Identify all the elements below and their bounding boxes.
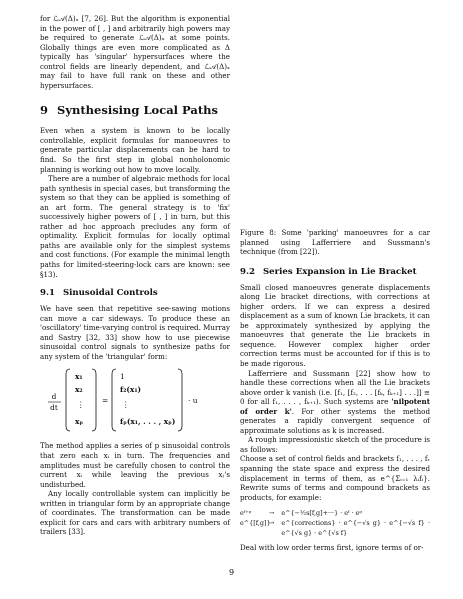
formula-row-2	[240, 518, 430, 538]
page-number: 9	[228, 568, 235, 577]
eq-dot-u: · u	[188, 396, 198, 406]
subsection-number: 9.1	[40, 288, 55, 299]
subsection-title: Series Expansion in Lie Bracket	[262, 266, 417, 277]
eq-vdots-right: ⋮	[122, 400, 130, 410]
formula-1-rhs: e^{−½s[f,g]+···} · eᶠ · eᵍ	[281, 509, 362, 518]
formula-2-arrow: →	[269, 519, 275, 528]
section-paragraph-1: Even when a system is known to be locally controllable, explicit formulas for manoeuvres to generate particular displacements can be hard to find. So the first step in global nonholonomic planning is working out how to move locally.	[40, 126, 230, 174]
eq-d: d	[51, 392, 57, 402]
eq-dt: dt	[50, 403, 58, 413]
eq-one: 1	[120, 372, 125, 382]
series-paragraph-5: Deal with low order terms first, ignore terms of or-	[240, 543, 424, 553]
formula-1-lhs: eᶠ⁺ᵍ	[240, 509, 252, 518]
triangular-form-equation	[40, 365, 230, 435]
series-paragraph-2-end: . For other systems the method generates a rapidly convergent sequence of approximate solutions as k is increased.	[240, 406, 430, 435]
section-number: 9	[40, 103, 49, 118]
intro-paragraph: for ℒ𝒜(Δ)ₓ [7, 26]. But the algorithm is exponential in the power of [ , ] and arbitrarily high powers may be required to generate ℒ𝒜(Δ)ₓ at some points. Globally things are even more complicated as Δ typically has 'singular' hypersurfaces where the control fields are linearly dependent, and ℒ𝒜(Δ)ₓ may fail to have full rank on these and other hypersurfaces.	[40, 14, 230, 90]
section-title: Synthesising Local Paths	[57, 103, 218, 118]
right-column	[240, 14, 430, 553]
subsection-paragraph-1: We have seen that repetitive see-sawing motions can move a car sideways. To produce these an 'oscillatory' time-varying control is required. Murray and Sastry [32, 33] show how to use piecewise sinusoidal control signals to synthesize paths for any system of the 'triangular' form:	[40, 304, 230, 361]
eq-f2: f₂(x₁)	[120, 385, 142, 395]
equation-svg	[40, 365, 230, 435]
eq-fp: fₚ(x₁, . . . , xₚ)	[120, 417, 176, 427]
subsection-title: Sinusoidal Controls	[62, 288, 158, 299]
eq-vdots-left: ⋮	[77, 400, 85, 410]
subsection-heading-9-2	[240, 267, 430, 277]
series-paragraph-1: Small closed manoeuvres generate displacements along Lie bracket directions, with corrections at higher orders. If we can express a desired displacement as a sum of known Lie brackets, it can be approximately synthesized by applying the manoeuvres that generate the Lie brackets in sequence. However complex higher order correction terms must be accounted for if this is to be made rigorous.	[240, 282, 430, 369]
eq-x2: x₂	[75, 385, 83, 395]
nilpotent-term: 'nilpotent of order k'	[240, 397, 430, 416]
subsection-paragraph-2: The method applies a series of p sinusoidal controls that zero each xᵢ in turn. The frequencies and amplitudes must be carefully chosen to control the current xᵢ while leaving the previous xⱼ's undisturbed.	[40, 441, 230, 489]
series-paragraph-4: Choose a set of control fields and brackets f₁, . . . , fᵣ spanning the state space and express the desired displacement in terms of them, as e^{Σᵢ₌₁ λᵢfᵢ}. Rewrite sums of terms and compound brackets as products, for example:	[240, 454, 430, 502]
eq-xp: xₚ	[75, 417, 84, 427]
formula-2-rhs: e^{corrections} · e^{−√s g} · e^{−√s f} · e^{√s g} · e^{√s f}	[281, 519, 430, 538]
subsection-paragraph-3: Any locally controllable system can implicitly be written in triangular form by an appropriate change of coordinates. The transformation can be made explicit for cars and cars with arbitrary numbers of trailers [33].	[40, 489, 230, 537]
series-paragraph-2	[240, 369, 430, 436]
formula-1-arrow: →	[269, 509, 275, 518]
eq-x1: x₁	[75, 372, 83, 382]
series-paragraph-2-text: Lafferriere and Sussmann [22] show how to handle these corrections when all the Lie brackets above order k vanish (i.e. [f₁, [f₂, . . . [fₖ, fₖ₊₁] . . .]] ≡ 0 for all f₁, . . . , fₖ₊₁). Such systems are	[240, 368, 430, 407]
figure-caption: Figure 8: Some 'parking' manoeuvres for a car planned using Lafferriere and Sussmann's technique (from [22]).	[240, 228, 430, 257]
formula-row-1	[240, 508, 430, 518]
series-paragraph-3: A rough impressionistic sketch of the procedure is as follows:	[240, 435, 430, 454]
eq-equals: =	[102, 396, 109, 406]
formula-2-lhs: e^{[f,g]}	[240, 519, 271, 528]
section-paragraph-2: There are a number of algebraic methods for local path synthesis in special cases, but transforming the system so that they can be applied is something of an art form. The general strategy is to 'fix' successively higher powers of [ , ] in turn, but this rather ad hoc approach precludes any form of optimality. Explicit formulas for locally optimal paths are available only for the simplest systems and cost functions. (For example the minimal length paths for limited-steering-lock cars are known: see §13).	[40, 174, 230, 279]
subsection-number: 9.2	[240, 266, 255, 277]
section-heading	[40, 104, 230, 117]
product-formulas	[240, 508, 430, 538]
left-column	[40, 14, 230, 537]
subsection-heading-9-1	[40, 288, 230, 298]
